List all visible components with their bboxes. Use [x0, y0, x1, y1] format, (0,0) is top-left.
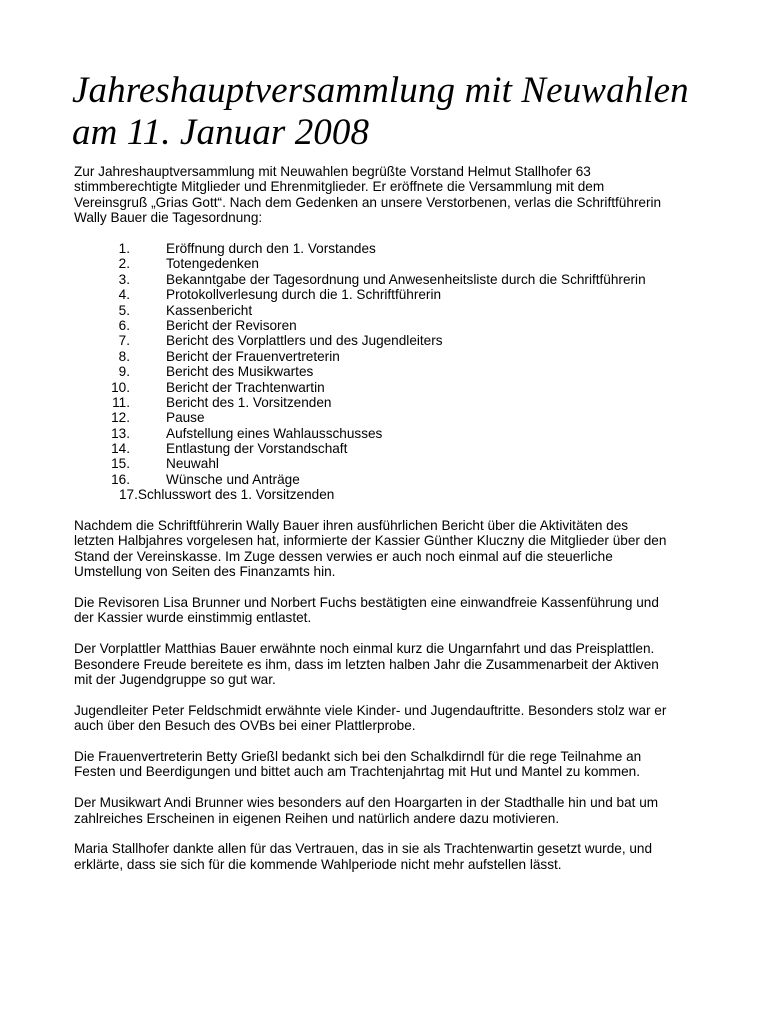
agenda-number: 16. — [111, 471, 130, 487]
agenda-number: 8. — [118, 348, 130, 364]
agenda-text: Bericht des 1. Vorsitzenden — [166, 394, 332, 410]
agenda-text: Bericht des Vorplattlers und des Jugendleiters — [166, 333, 443, 349]
intro-paragraph — [74, 164, 714, 226]
agenda-text: Bericht der Trachtenwartin — [166, 379, 325, 395]
text-line: auch über den Besuch des OVBs bei einer Plattlerprobe. — [74, 718, 416, 734]
agenda-item — [74, 287, 714, 302]
agenda-text: Totengedenken — [166, 256, 259, 272]
paragraph-costume-warden — [74, 841, 714, 872]
agenda-text: Wünsche und Anträge — [166, 471, 300, 487]
agenda-item — [74, 441, 714, 456]
agenda-number: 2. — [118, 256, 130, 272]
agenda-number: 9. — [118, 364, 130, 380]
text-line: Besondere Freude bereitete es ihm, dass im letzten halben Jahr die Zusammenarbeit der Aktiven — [74, 656, 659, 672]
agenda-item — [74, 241, 714, 256]
text-line: Zur Jahreshauptversammlung mit Neuwahlen begrüßte Vorstand Helmut Stallhofer 63 — [74, 164, 591, 179]
agenda-text: Eröffnung durch den 1. Vorstandes — [166, 241, 376, 257]
text-line: Die Frauenvertreterin Betty Grießl bedankt sich bei den Schalkdirndl für die rege Teilnahme an — [74, 749, 642, 765]
agenda-number: 3. — [118, 271, 130, 287]
paragraph-vorplattler — [74, 641, 714, 687]
text-line: erklärte, dass sie sich für die kommende Wahlperiode nicht mehr aufstellen lässt. — [74, 856, 562, 872]
agenda-text: Entlastung der Vorstandschaft — [166, 441, 348, 457]
document-title — [72, 70, 732, 154]
text-line: Der Musikwart Andi Brunner wies besonders auf den Hoargarten in der Stadthalle hin und bat um — [74, 795, 659, 811]
text-line: Die Revisoren Lisa Brunner und Norbert Fuchs bestätigten eine einwandfreie Kassenführung und — [74, 595, 659, 611]
agenda-text: Bericht des Musikwartes — [166, 364, 314, 380]
agenda-number: 13. — [111, 425, 130, 441]
agenda-item — [74, 380, 714, 395]
text-line: Wally Bauer die Tagesordnung: — [74, 210, 263, 226]
agenda-item — [74, 272, 714, 287]
agenda-number: 10. — [111, 379, 130, 395]
text-line: Der Vorplattler Matthias Bauer erwähnte noch einmal kurz die Ungarnfahrt und das Preisplattlen. — [74, 641, 655, 657]
text-line: zahlreiches Erscheinen in eigenen Reihen und natürlich andere dazu motivieren. — [74, 810, 560, 826]
agenda-text: Kassenbericht — [166, 302, 253, 318]
agenda-item — [74, 333, 714, 348]
agenda-item — [74, 456, 714, 471]
paragraph-treasurer — [74, 518, 714, 580]
text-line: Festen und Beerdigungen und bittet auch am Trachtenjahrtag mit Hut und Mantel zu kommen. — [74, 764, 640, 780]
agenda-item — [74, 349, 714, 364]
text-line: mit der Jugendgruppe so gut war. — [74, 672, 276, 688]
paragraph-auditors — [74, 595, 714, 626]
text-line: stimmberechtigte Mitglieder und Ehrenmitglieder. Er eröffnete die Versammlung mit dem — [74, 179, 605, 195]
title-line: Jahreshauptversammlung mit Neuwahlen — [72, 70, 689, 111]
agenda-number: 1. — [118, 241, 130, 257]
text-line: Maria Stallhofer dankte allen für das Vertrauen, das in sie als Trachtenwartin gesetzt wurde, und — [74, 841, 653, 857]
agenda-list — [74, 241, 714, 503]
text-line: Umstellung von Seiten des Finanzamts hin. — [74, 564, 336, 580]
text-line: letzten Halbjahres vorgelesen hat, informierte der Kassier Günther Kluczny die Mitglieder über den — [74, 533, 667, 549]
agenda-item — [74, 472, 714, 487]
agenda-text: Protokollverlesung durch die 1. Schriftführerin — [166, 287, 442, 303]
text-line: Jugendleiter Peter Feldschmidt erwähnte viele Kinder- und Jugendauftritte. Besonders stolz war er — [74, 702, 667, 718]
agenda-text: Neuwahl — [166, 456, 219, 472]
document-body — [74, 164, 714, 888]
paragraph-women-representative — [74, 749, 714, 780]
title-line: am 11. Januar 2008 — [72, 112, 370, 153]
agenda-number: 14. — [111, 441, 130, 457]
text-line: Nachdem die Schriftführerin Wally Bauer ihren ausführlichen Bericht über die Aktivitäten des — [74, 518, 629, 534]
agenda-item — [74, 395, 714, 410]
agenda-item — [74, 364, 714, 379]
agenda-text: Pause — [166, 410, 205, 426]
agenda-text: Bericht der Frauenvertreterin — [166, 348, 340, 364]
agenda-item — [74, 487, 714, 502]
text-line: Stand der Vereinskasse. Im Zuge dessen verwies er auch noch einmal auf die steuerliche — [74, 548, 613, 564]
agenda-text: Bekanntgabe der Tagesordnung und Anwesenheitsliste durch die Schriftführerin — [166, 271, 646, 287]
agenda-number: 11. — [112, 394, 130, 410]
agenda-item — [74, 318, 714, 333]
agenda-number: 4. — [118, 287, 130, 303]
agenda-number: 15. — [111, 456, 130, 472]
agenda-number: 5. — [118, 302, 130, 318]
text-line: Vereinsgruß „Grias Gott“. Nach dem Gedenken an unsere Verstorbenen, verlas die Schriftführerin — [74, 194, 662, 210]
agenda-text: 17.Schlusswort des 1. Vorsitzenden — [119, 487, 335, 503]
paragraph-music-warden — [74, 795, 714, 826]
agenda-number: 6. — [118, 317, 130, 333]
agenda-item — [74, 426, 714, 441]
agenda-number: 12. — [111, 410, 130, 426]
agenda-item — [74, 303, 714, 318]
paragraph-youth-leader — [74, 703, 714, 734]
agenda-text: Aufstellung eines Wahlausschusses — [166, 425, 383, 441]
agenda-number: 7. — [118, 333, 130, 349]
agenda-text: Bericht der Revisoren — [166, 317, 297, 333]
agenda-item — [74, 256, 714, 271]
agenda-item — [74, 410, 714, 425]
text-line: der Kassier wurde einstimmig entlastet. — [74, 610, 312, 626]
